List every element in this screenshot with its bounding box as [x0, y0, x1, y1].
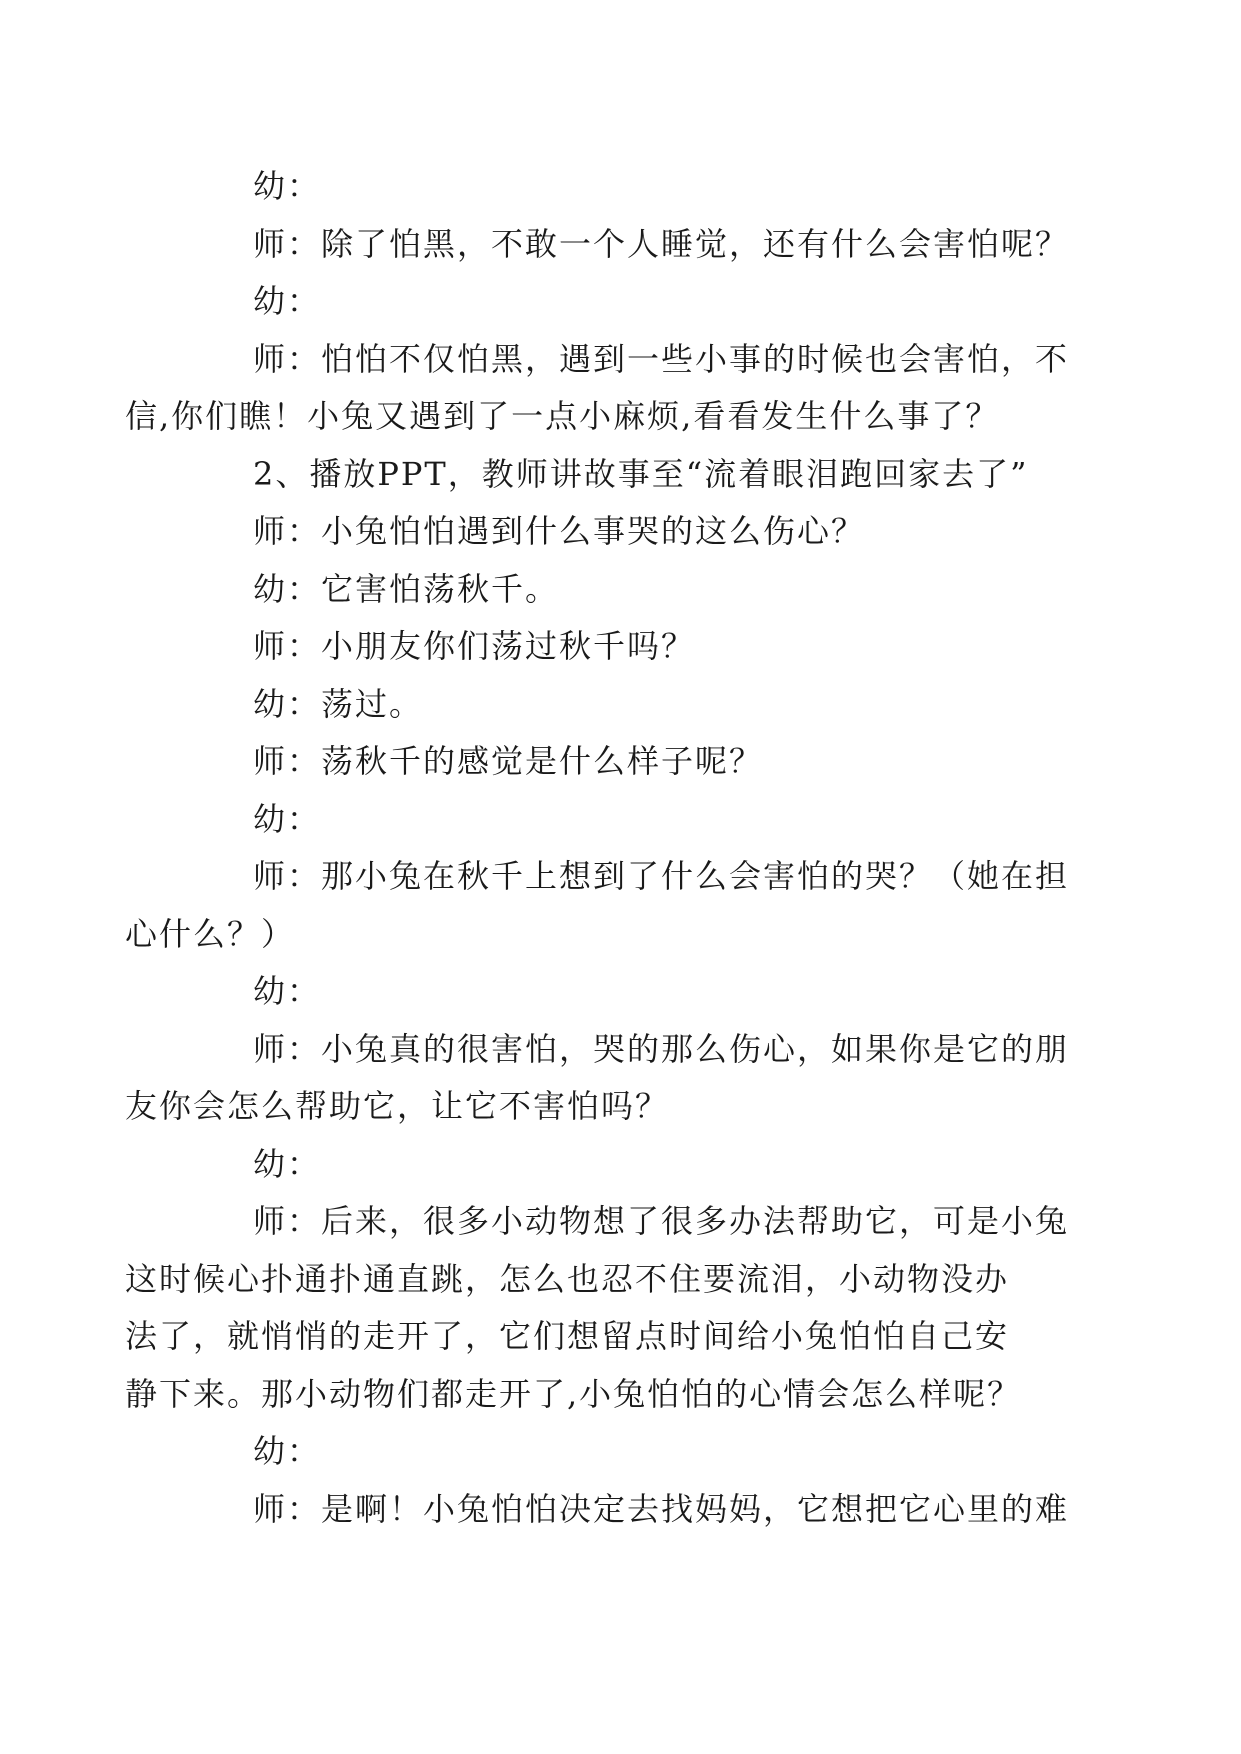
paragraph — [189, 446, 1069, 504]
paragraph — [189, 503, 1069, 561]
paragraph — [189, 618, 1069, 676]
text-line: 这时候心扑通扑通直跳，怎么也忍不住要流泪，小动物没办 — [125, 1259, 1010, 1298]
paragraph — [189, 1481, 1069, 1539]
text-line: 师：那小兔在秋千上想到了什么会害怕的哭？（她在担 — [253, 857, 1070, 895]
text-line: 幼： — [253, 167, 322, 205]
text-line: 师：小兔怕怕遇到什么事哭的这么伤心？ — [253, 512, 866, 550]
text-line: 师：荡秋千的感觉是什么样子呢？ — [253, 742, 764, 780]
text-line: 静下来。那小动物们都走开了,小兔怕怕的心情会怎么样呢？ — [125, 1374, 1022, 1413]
paragraph — [189, 676, 1069, 734]
document-body — [125, 158, 1070, 1538]
text-line: 幼：荡过。 — [253, 684, 424, 723]
paragraph — [125, 1193, 1070, 1423]
text-line: 幼： — [253, 799, 322, 838]
text-line: 师：怕怕不仅怕黑，遇到一些小事的时候也会害怕，不 — [253, 339, 1070, 378]
text-line: 2、播放PPT，教师讲故事至“流着眼泪跑回家去了” — [253, 454, 1029, 493]
text-line: 师：小朋友你们荡过秋千吗？ — [253, 627, 696, 665]
paragraph — [189, 733, 1069, 791]
text-line: 幼： — [253, 1432, 322, 1470]
text-line: 法了，就悄悄的走开了，它们想留点时间给小兔怕怕自己安 — [125, 1317, 1010, 1355]
paragraph — [189, 1423, 1069, 1481]
text-line: 师：除了怕黑，不敢一个人睡觉，还有什么会害怕呢？ — [253, 224, 1070, 263]
text-line: 幼：它害怕荡秋千。 — [253, 569, 560, 608]
text-line: 友你会怎么帮助它，让它不害怕吗？ — [125, 1087, 670, 1125]
text-line: 师：后来，很多小动物想了很多办法帮助它，可是小兔 — [253, 1202, 1070, 1240]
paragraph — [189, 158, 1069, 216]
paragraph — [125, 1021, 1070, 1136]
text-line: 信,你们瞧！小兔又遇到了一点小麻烦,看看发生什么事了？ — [125, 397, 1000, 435]
text-line: 心什么？） — [125, 914, 296, 953]
text-line: 幼： — [253, 282, 322, 320]
paragraph — [125, 848, 1070, 963]
text-line: 幼： — [253, 1144, 322, 1183]
paragraph — [189, 216, 1069, 274]
paragraph — [189, 963, 1069, 1021]
paragraph — [125, 331, 1070, 446]
text-line: 幼： — [253, 972, 322, 1010]
paragraph — [189, 1136, 1069, 1194]
paragraph — [189, 791, 1069, 849]
paragraph — [189, 561, 1069, 619]
paragraph — [189, 273, 1069, 331]
text-line: 师：小兔真的很害怕，哭的那么伤心，如果你是它的朋 — [253, 1029, 1070, 1068]
text-line: 师：是啊！小兔怕怕决定去找妈妈，它想把它心里的难 — [253, 1489, 1070, 1528]
